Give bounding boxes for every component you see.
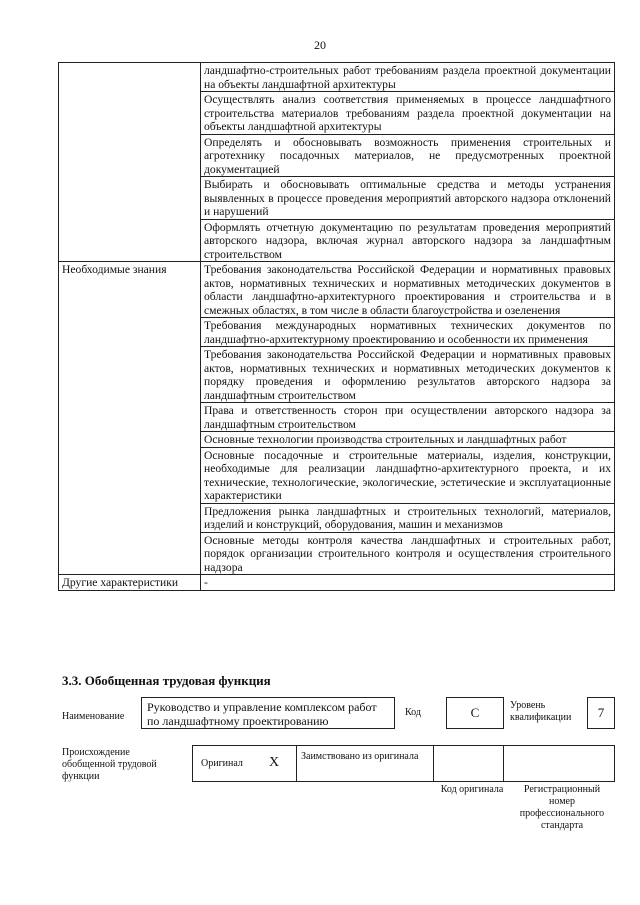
row-label bbox=[59, 63, 201, 262]
row-text: Выбирать и обосновывать оптимальные средства и методы устранения выявленных в процессе проведения мероприятий авторского надзора отклонений и нарушений bbox=[201, 177, 615, 220]
row-text: Требования международных нормативных технических документов по ландшафтно-архитектурному проектированию и особенности их применения bbox=[201, 318, 615, 347]
code-value: C bbox=[446, 697, 504, 729]
row-text: Предложения рынка ландшафтных и строительных технологий, материалов, изделий и конструкций, оборудования, машин и механизмов bbox=[201, 503, 615, 532]
row-text: Требования законодательства Российской Федерации и нормативных правовых актов, нормативных технических и нормативных методических документов к порядку проведения и оформлению результатов авторского надзора за ландшафтным строительством bbox=[201, 347, 615, 403]
row-label: Необходимые знания bbox=[59, 262, 201, 575]
page-number: 20 bbox=[314, 38, 326, 52]
divider bbox=[433, 746, 434, 781]
reg-number-label: Регистрационный номер профессионального стандарта bbox=[519, 784, 605, 831]
table-row bbox=[59, 575, 615, 591]
name-value: Руководство и управление комплексом работ по ландшафтному проектированию bbox=[141, 697, 395, 729]
table-row bbox=[59, 262, 615, 318]
row-label: Другие характеристики bbox=[59, 575, 201, 591]
level-label: Уровень квалификации bbox=[510, 700, 572, 723]
code-label: Код bbox=[405, 707, 421, 718]
row-text: Оформлять отчетную документацию по результатам проведения мероприятий авторского надзора, включая журнал авторского надзора за ландшафтным строительством bbox=[201, 219, 615, 262]
row-text: ландшафтно-строительных работ требованиям раздела проектной документации на объекты ландшафтной архитектуры bbox=[201, 63, 615, 92]
borrowed-label: Заимствовано из оригинала bbox=[301, 751, 419, 762]
origin-label: Происхождение обобщенной трудовой функции bbox=[62, 747, 157, 782]
original-mark: X bbox=[269, 755, 280, 770]
row-text: Определять и обосновывать возможность применения строительных и агротехнику посадочных материалов, не предусмотренных проектной документацией bbox=[201, 134, 615, 177]
original-label: Оригинал bbox=[201, 758, 243, 769]
row-text: Основные методы контроля качества ландшафтных и строительных работ, порядок организации строительного контроля и осуществления строительного надзора bbox=[201, 532, 615, 575]
divider bbox=[296, 746, 297, 781]
code-original-label: Код оригинала bbox=[440, 784, 504, 795]
section-title: 3.3. Обобщенная трудовая функция bbox=[62, 673, 271, 688]
row-text: Права и ответственность сторон при осуществлении авторского надзора за ландшафтным строительством bbox=[201, 403, 615, 432]
origin-table bbox=[192, 745, 615, 782]
row-text: Основные технологии производства строительных и ландшафтных работ bbox=[201, 432, 615, 448]
name-label: Наименование bbox=[62, 711, 125, 722]
divider bbox=[503, 746, 504, 781]
level-value: 7 bbox=[587, 697, 615, 729]
requirements-table bbox=[58, 62, 615, 591]
row-text: - bbox=[201, 575, 615, 591]
row-text: Осуществлять анализ соответствия применяемых в процессе ландшафтного строительства материалов требованиям раздела проектной документации на объекты ландшафтной архитектуры bbox=[201, 92, 615, 135]
table-row bbox=[59, 63, 615, 92]
row-text: Требования законодательства Российской Федерации и нормативных правовых актов, нормативных технических и нормативных методических документов в области ландшафтно-архитектурного проектирования и строительства и в смежных областях, в том числе в области благоустройства и озеленения bbox=[201, 262, 615, 318]
row-text: Основные посадочные и строительные материалы, изделия, конструкции, необходимые для реализации ландшафтно-архитектурного проекта, и их технические, технологические, экологические, эстетические и эксплуатационные характеристики bbox=[201, 447, 615, 503]
